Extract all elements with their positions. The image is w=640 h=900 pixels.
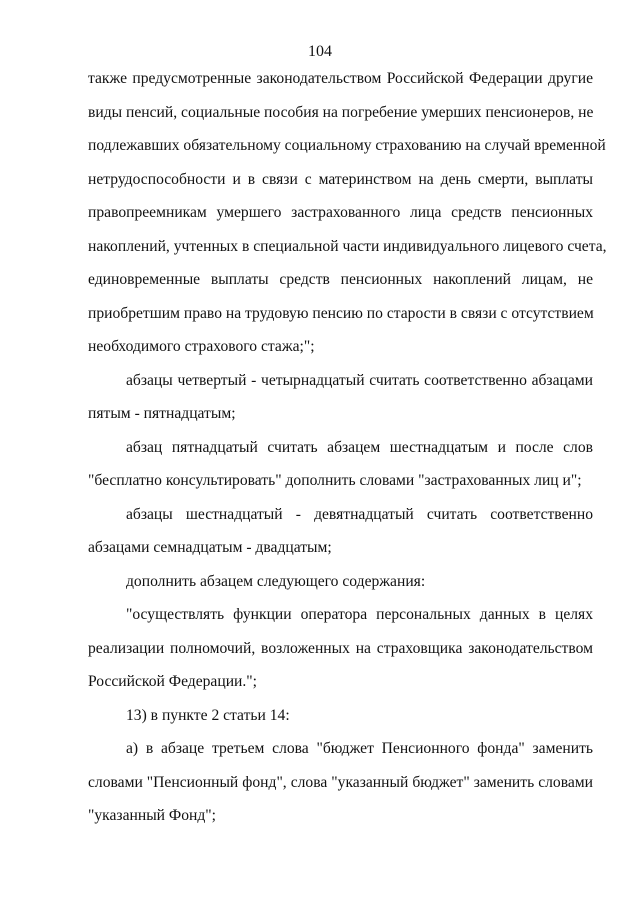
text-line: реализации полномочий, возложенных на страховщика законодательством [88, 639, 593, 657]
text-line: пятым - пятнадцатым; [88, 405, 236, 422]
text-line: нетрудоспособности и в связи с материнством на день смерти, выплаты [88, 170, 593, 188]
text-line: абзацы четвертый - четырнадцатый считать соответственно абзацами [126, 371, 593, 389]
text-line: единовременные выплаты средств пенсионных накоплений лицам, не [88, 271, 593, 288]
text-line: абзац пятнадцатый считать абзацем шестнадцатым и после слов [126, 438, 593, 456]
text-line: а) в абзаце третьем слова "бюджет Пенсионного фонда" заменить [126, 740, 593, 757]
document-body [88, 62, 607, 833]
text-line: приобретшим право на трудовую пенсию по старости в связи с отсутствием [88, 304, 594, 322]
text-line: правопреемникам умершего застрахованного лица средств пенсионных [88, 204, 593, 221]
text-line: также предусмотренные законодательством Российской Федерации другие [88, 70, 593, 87]
text-line: подлежавших обязательному социальному страхованию на случай временной [88, 137, 606, 154]
text-line: абзацы шестнадцатый - девятнадцатый считать соответственно [126, 505, 593, 523]
text-line: "указанный Фонд"; [88, 807, 217, 824]
text-line: "осуществлять функции оператора персональных данных в целях [126, 606, 593, 623]
text-line: абзацами семнадцатым - двадцатым; [88, 539, 332, 556]
text-line: накоплений, учтенных в специальной части индивидуального лицевого счета, [88, 237, 607, 255]
text-line: дополнить абзацем следующего содержания: [126, 572, 426, 590]
text-line: Российской Федерации."; [88, 673, 257, 690]
text-line: необходимого страхового стажа;"; [88, 338, 315, 355]
page-number: 104 [308, 43, 332, 60]
text-line: словами "Пенсионный фонд", слова "указанный бюджет" заменить словами [88, 773, 593, 791]
text-line: 13) в пункте 2 статьи 14: [126, 706, 290, 724]
text-line: "бесплатно консультировать" дополнить словами "застрахованных лиц и"; [88, 472, 582, 489]
text-line: виды пенсий, социальные пособия на погребение умерших пенсионеров, не [88, 103, 594, 121]
